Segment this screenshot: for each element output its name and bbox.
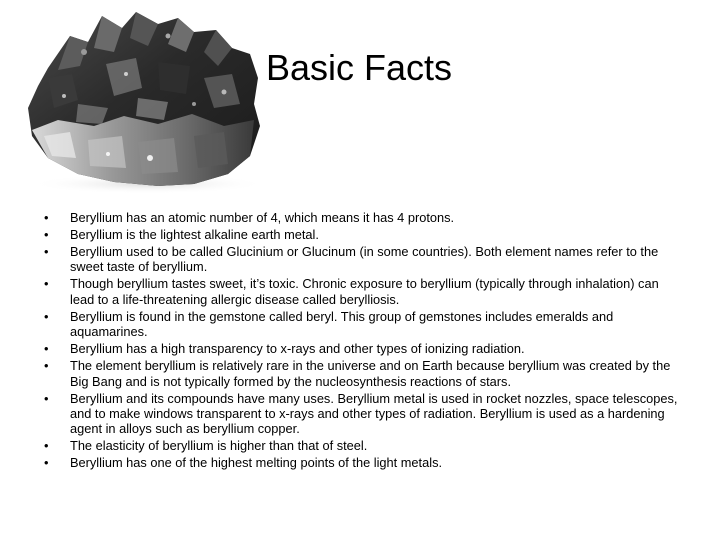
bullet-list <box>44 210 680 472</box>
list-item-text: Beryllium is found in the gemstone called beryl. This group of gemstones includes emeralds and aquamarines. <box>70 308 614 340</box>
list-item <box>44 227 680 242</box>
list-item-text: Beryllium has an atomic number of 4, which means it has 4 protons. <box>70 210 455 225</box>
bullet-marker: • <box>44 276 49 292</box>
bullet-marker: • <box>44 341 49 357</box>
list-item-text: Though beryllium tastes sweet, it’s toxic. Chronic exposure to beryllium (typically through inhalation) can lead to a life-threatening allergic disease called berylliosis. <box>70 276 659 307</box>
bullet-marker: • <box>44 455 49 471</box>
list-item <box>44 391 680 437</box>
list-item <box>44 455 680 470</box>
list-item <box>44 358 680 389</box>
bullet-marker: • <box>44 358 49 374</box>
list-item <box>44 309 680 340</box>
list-item-text: The element beryllium is relatively rare in the universe and on Earth because beryllium was created by the Big Bang and is not typically formed by the nucleosynthesis reactions of stars. <box>70 358 671 389</box>
beryllium-mineral-image <box>18 8 270 194</box>
list-item <box>44 341 680 356</box>
list-item <box>44 244 680 275</box>
list-item-text: Beryllium used to be called Glucinium or Glucinum (in some countries). Both element names refer to the sweet taste of beryllium. <box>70 244 659 275</box>
bullet-marker: • <box>44 244 49 259</box>
bullet-marker: • <box>44 390 49 406</box>
bullet-marker: • <box>44 210 49 225</box>
bullet-marker: • <box>44 438 49 454</box>
list-item-text: Beryllium is the lightest alkaline earth metal. <box>70 227 319 242</box>
bullet-marker: • <box>44 308 49 324</box>
list-item <box>44 276 680 307</box>
list-item-text: The elasticity of beryllium is higher than that of steel. <box>70 438 368 454</box>
list-item <box>44 210 680 225</box>
bullet-marker: • <box>44 227 49 242</box>
list-item-text: Beryllium and its compounds have many uses. Beryllium metal is used in rocket nozzles, space telescopes, and to make windows transparent to x-rays and other types of radiation. Beryllium is used as a hardening agent in alloys such as beryllium copper. <box>70 390 678 437</box>
list-item-text: Beryllium has a high transparency to x-rays and other types of ionizing radiation. <box>70 341 525 357</box>
slide-title: Basic Facts <box>266 47 453 88</box>
list-item-text: Beryllium has one of the highest melting points of the light metals. <box>70 455 443 471</box>
list-item <box>44 438 680 453</box>
